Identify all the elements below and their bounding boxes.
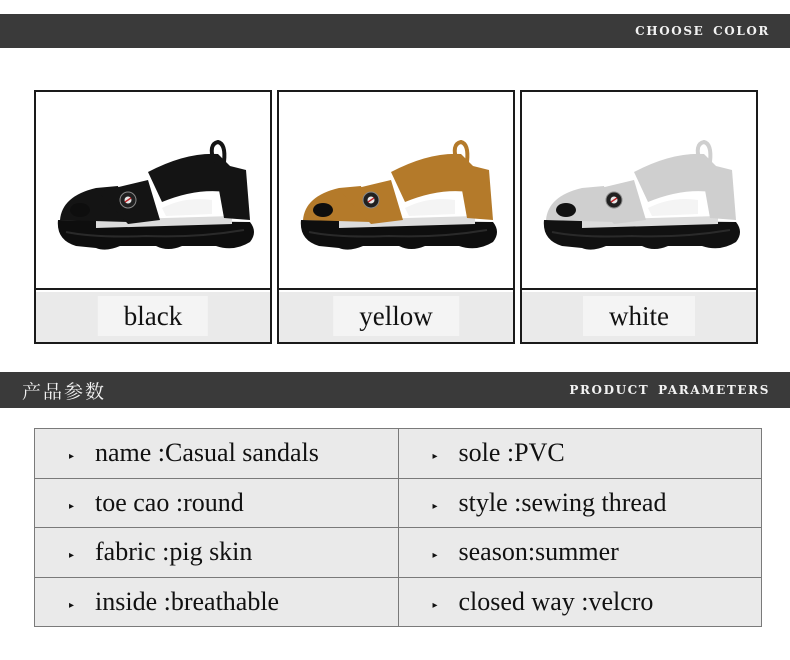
swatch-label-box-black	[36, 292, 270, 342]
bullet-icon: ▸	[69, 451, 75, 463]
param-cell	[398, 577, 762, 627]
product-parameters-table	[34, 428, 762, 627]
sandal-white-icon	[522, 92, 756, 290]
sandal-image-black	[36, 92, 270, 290]
swatch-white[interactable]	[520, 90, 758, 344]
swatch-label-box-yellow	[279, 292, 513, 342]
sandal-image-yellow	[279, 92, 513, 290]
bullet-icon: ▸	[69, 550, 75, 562]
param-cell	[35, 429, 399, 479]
bullet-icon: ▸	[69, 500, 75, 512]
param-text: season:summer	[458, 537, 619, 567]
choose-color-title: CHOOSE COLOR	[635, 24, 770, 38]
param-cell	[35, 528, 399, 578]
param-cell	[35, 478, 399, 528]
swatch-label-black: black	[98, 296, 208, 336]
param-text: name :Casual sandals	[95, 438, 319, 468]
bullet-icon: ▸	[432, 550, 438, 562]
sandal-black-icon	[36, 92, 270, 290]
table-row	[35, 528, 762, 578]
swatch-label-white: white	[583, 296, 695, 336]
bullet-icon: ▸	[69, 599, 75, 611]
param-text: sole :PVC	[458, 438, 565, 468]
choose-color-banner	[0, 14, 790, 48]
param-text: toe cao :round	[95, 487, 244, 517]
param-cell	[35, 577, 399, 627]
param-text: closed way :velcro	[458, 586, 654, 616]
product-parameters-title-en: PRODUCT PARAMETERS	[569, 383, 770, 397]
param-cell	[398, 528, 762, 578]
swatch-black[interactable]	[34, 90, 272, 344]
param-text: style :sewing thread	[458, 487, 667, 517]
param-text: fabric :pig skin	[95, 537, 253, 567]
table-row	[35, 478, 762, 528]
table-row	[35, 577, 762, 627]
product-parameters-banner	[0, 372, 790, 408]
sandal-yellow-icon	[279, 92, 513, 290]
color-swatch-row	[34, 90, 760, 344]
bullet-icon: ▸	[432, 500, 438, 512]
table-row	[35, 429, 762, 479]
sandal-image-white	[522, 92, 756, 290]
swatch-label-box-white	[522, 292, 756, 342]
param-cell	[398, 478, 762, 528]
param-cell	[398, 429, 762, 479]
swatch-yellow[interactable]	[277, 90, 515, 344]
product-parameters-title-cn: 产品参数	[22, 380, 107, 403]
param-text: inside :breathable	[95, 586, 280, 616]
bullet-icon: ▸	[432, 599, 438, 611]
bullet-icon: ▸	[432, 451, 438, 463]
swatch-label-yellow: yellow	[333, 296, 459, 336]
